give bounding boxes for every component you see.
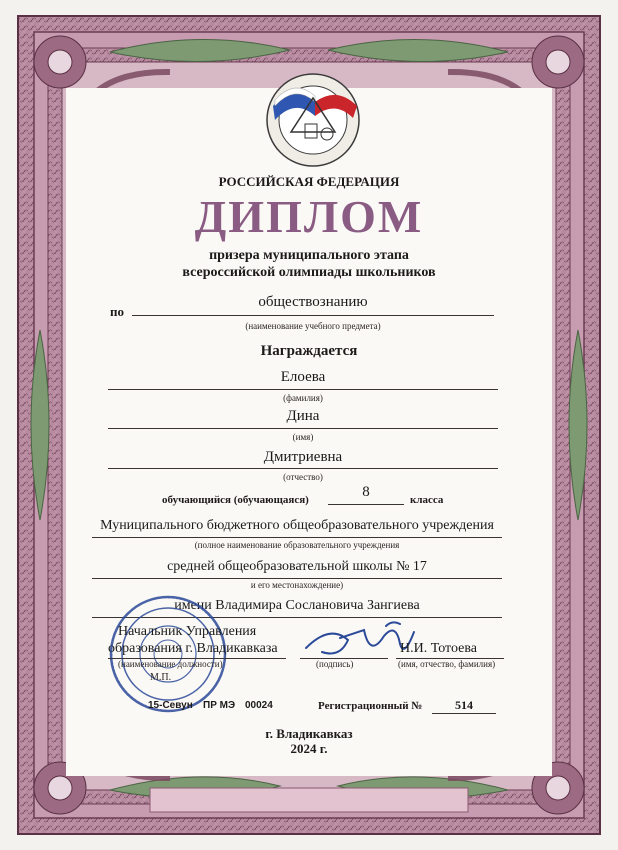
registration-underline [432, 713, 496, 714]
year-label: 2024 г. [290, 741, 328, 756]
position-line1: Начальник Управления [118, 624, 257, 639]
serial-region: 15-Севун [148, 700, 193, 711]
subtitle-line2: всероссийской олимпиады школьников [182, 265, 436, 280]
institution-caption2: и его местонахождение) [250, 580, 344, 590]
subtitle-line1: призера муниципального этапа [209, 248, 409, 263]
subject-underline [132, 315, 494, 316]
olympiad-emblem [265, 72, 361, 168]
diploma-title: ДИПЛОМ [194, 191, 424, 242]
patronymic-caption: (отчество) [283, 472, 323, 482]
institution-caption1: (полное наименование образовательного учреждения [194, 540, 400, 550]
institution-underline2 [92, 578, 502, 579]
institution-underline1 [92, 537, 502, 538]
subject-value: обществознанию [258, 294, 368, 310]
patronymic-value: Дмитриевна [263, 449, 343, 465]
institution-line1: Муниципального бюджетного общеобразовательного учреждения [100, 518, 494, 533]
serial-number: 00024 [245, 700, 273, 711]
signatory-name: Н.И. Тотоева [400, 641, 477, 656]
signatory-caption: (имя, отчество, фамилия) [398, 659, 496, 669]
institution-line2: средней общеобразовательной школы № 17 [167, 559, 427, 574]
mp-label: М.П. [150, 672, 172, 683]
patronymic-underline [108, 468, 498, 469]
position-line2: образования г. Владикавказа [108, 641, 278, 656]
surname-caption: (фамилия) [283, 393, 323, 403]
registration-label: Регистрационный № [318, 700, 423, 712]
subject-prefix: по [110, 304, 124, 319]
city-label: г. Владикавказ [265, 726, 353, 741]
name-value: Дина [286, 408, 320, 424]
surname-underline [108, 389, 498, 390]
name-underline [108, 428, 498, 429]
country-label: РОССИЙСКАЯ ФЕДЕРАЦИЯ [218, 174, 400, 189]
grade-value: 8 [362, 484, 370, 500]
subject-caption: (наименование учебного предмета) [245, 321, 381, 331]
position-caption: (наименование должности) [118, 659, 223, 669]
grade-underline [328, 504, 404, 505]
serial-series: ПР МЭ [203, 700, 236, 711]
grade-prefix: обучающийся (обучающаяся) [162, 494, 309, 506]
registration-value: 514 [455, 698, 473, 712]
grade-suffix: класса [410, 494, 444, 506]
sign-caption: (подпись) [316, 659, 354, 669]
surname-value: Елоева [280, 369, 326, 385]
name-caption: (имя) [292, 432, 314, 442]
institution-line3: имени Владимира Сослановича Зангиева [174, 598, 420, 613]
awarded-label: Награждается [260, 343, 358, 359]
